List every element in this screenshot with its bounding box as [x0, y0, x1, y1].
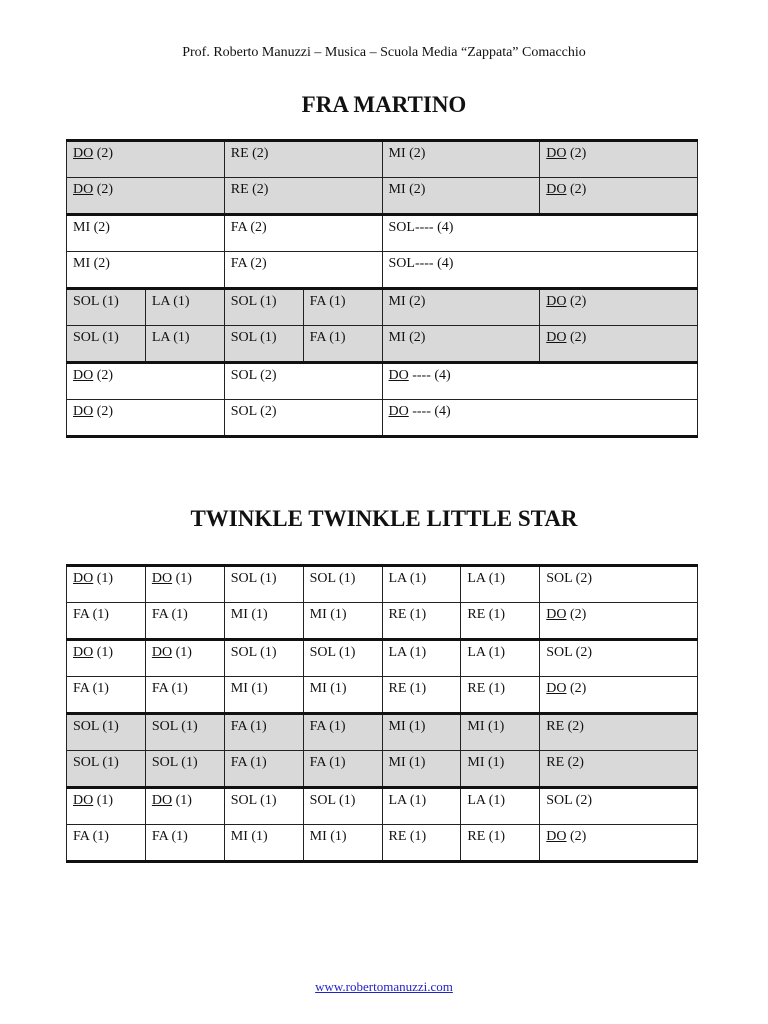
notes-row: [67, 788, 698, 825]
note-cell: [382, 566, 461, 603]
note-cell: [145, 289, 224, 326]
note-name-underlined: DO: [151, 793, 173, 808]
note-cell: [382, 825, 461, 862]
note-text: MI (2): [388, 146, 426, 161]
note-cell: [382, 178, 540, 215]
note-cell: [382, 141, 540, 178]
note-cell: [224, 751, 303, 788]
note-name-underlined: DO: [546, 294, 567, 309]
note-text: FA (1): [309, 330, 346, 345]
note-text: SOL (1): [309, 571, 356, 586]
note-cell: [224, 566, 303, 603]
note-cell: [303, 825, 382, 862]
notes-row: [67, 252, 698, 289]
note-cell: [145, 677, 224, 714]
note-cell: [382, 363, 698, 400]
note-text: SOL (1): [230, 645, 277, 660]
note-text: (1): [172, 793, 192, 808]
note-cell: [67, 289, 146, 326]
note-text: (2): [566, 607, 587, 622]
note-cell: [224, 178, 382, 215]
note-name-underlined: DO: [73, 793, 94, 808]
note-cell: [540, 825, 698, 862]
note-text: LA (1): [388, 571, 427, 586]
song-title-twinkle: TWINKLE TWINKLE LITTLE STAR: [190, 506, 578, 531]
note-text: FA (1): [151, 829, 188, 844]
notes-row: [67, 714, 698, 751]
note-cell: [67, 400, 225, 437]
note-cell: [461, 566, 540, 603]
note-text: (2): [93, 404, 114, 419]
note-text: (1): [172, 571, 192, 586]
note-cell: [145, 825, 224, 862]
note-text: FA (1): [309, 294, 346, 309]
note-text: LA (1): [467, 793, 506, 808]
note-text: MI (1): [388, 755, 426, 770]
website-link[interactable]: www.robertomanuzzi.com: [315, 979, 453, 994]
note-text: SOL (2): [546, 645, 593, 660]
note-text: (2): [93, 368, 114, 383]
note-text: RE (1): [467, 829, 506, 844]
note-cell: [224, 603, 303, 640]
note-text: SOL (2): [230, 368, 277, 383]
note-cell: [540, 603, 698, 640]
note-name-underlined: DO: [546, 681, 567, 696]
note-cell: [224, 788, 303, 825]
note-text: SOL (1): [73, 755, 119, 770]
note-cell: [224, 326, 303, 363]
fra-martino-notes-table: [66, 139, 698, 438]
note-text: MI (1): [467, 755, 505, 770]
note-text: LA (1): [388, 793, 427, 808]
note-cell: [382, 400, 698, 437]
note-text: FA (1): [73, 681, 109, 696]
note-cell: [540, 677, 698, 714]
note-cell: [382, 714, 461, 751]
page-footer: [0, 979, 768, 995]
note-text: (2): [566, 294, 587, 309]
notes-row: [67, 215, 698, 252]
song-title-fra-martino: FRA MARTINO: [301, 92, 467, 117]
note-text: MI (2): [388, 330, 426, 345]
note-name-underlined: DO: [546, 182, 567, 197]
note-cell: [67, 252, 225, 289]
notes-row: [67, 825, 698, 862]
note-text: MI (2): [388, 294, 426, 309]
notes-row: [67, 363, 698, 400]
note-text: RE (1): [467, 681, 506, 696]
note-text: SOL (2): [230, 404, 277, 419]
note-cell: [382, 289, 540, 326]
note-name-underlined: DO: [73, 645, 94, 660]
note-cell: [303, 326, 382, 363]
note-text: RE (1): [388, 607, 427, 622]
note-text: MI (1): [309, 829, 347, 844]
note-cell: [145, 640, 224, 677]
note-cell: [145, 603, 224, 640]
note-text: FA (1): [73, 829, 109, 844]
note-cell: [382, 677, 461, 714]
note-name-underlined: DO: [388, 368, 409, 383]
note-text: MI (2): [73, 220, 110, 235]
note-cell: [145, 326, 224, 363]
note-cell: [540, 289, 698, 326]
note-text: RE (1): [388, 681, 427, 696]
note-text: (2): [93, 182, 114, 197]
note-cell: [461, 825, 540, 862]
note-cell: [540, 566, 698, 603]
note-text: SOL (1): [73, 294, 119, 309]
note-name-underlined: DO: [73, 571, 94, 586]
note-name-underlined: DO: [151, 571, 173, 586]
note-text: SOL (1): [230, 793, 277, 808]
notes-row: [67, 751, 698, 788]
note-text: RE (1): [388, 829, 427, 844]
note-text: (1): [93, 645, 114, 660]
note-cell: [67, 714, 146, 751]
note-text: RE (2): [230, 146, 269, 161]
note-text: MI (1): [230, 829, 268, 844]
notes-row: [67, 677, 698, 714]
note-text: FA (1): [309, 719, 346, 734]
note-text: FA (1): [230, 755, 267, 770]
note-text: RE (2): [230, 182, 269, 197]
note-cell: [540, 714, 698, 751]
note-text: (2): [566, 330, 587, 345]
note-text: FA (2): [230, 256, 267, 271]
note-cell: [461, 677, 540, 714]
note-cell: [67, 788, 146, 825]
note-text: (2): [566, 681, 587, 696]
note-text: LA (1): [467, 571, 506, 586]
note-cell: [303, 714, 382, 751]
note-cell: [382, 788, 461, 825]
note-cell: [67, 640, 146, 677]
note-text: (2): [566, 146, 587, 161]
note-text: FA (1): [151, 607, 188, 622]
note-cell: [303, 788, 382, 825]
note-cell: [224, 215, 382, 252]
note-text: SOL (1): [73, 330, 119, 345]
note-cell: [303, 289, 382, 326]
notes-row: [67, 326, 698, 363]
notes-row: [67, 289, 698, 326]
note-cell: [303, 603, 382, 640]
note-text: (2): [566, 182, 587, 197]
note-cell: [67, 566, 146, 603]
note-cell: [67, 215, 225, 252]
note-name-underlined: DO: [73, 182, 94, 197]
note-cell: [224, 400, 382, 437]
notes-row: [67, 141, 698, 178]
note-text: SOL (1): [151, 719, 198, 734]
note-cell: [145, 751, 224, 788]
notes-row: [67, 400, 698, 437]
note-text: ---- (4): [408, 404, 451, 419]
note-text: MI (2): [388, 182, 426, 197]
note-cell: [67, 603, 146, 640]
note-text: (2): [93, 146, 114, 161]
notes-row: [67, 566, 698, 603]
note-cell: [540, 141, 698, 178]
note-cell: [224, 640, 303, 677]
note-text: SOL---- (4): [388, 220, 454, 235]
note-text: MI (1): [388, 719, 426, 734]
note-cell: [303, 566, 382, 603]
note-cell: [145, 788, 224, 825]
note-text: MI (1): [230, 607, 268, 622]
note-cell: [224, 363, 382, 400]
note-text: SOL (2): [546, 793, 593, 808]
note-cell: [382, 326, 540, 363]
note-cell: [67, 178, 225, 215]
note-text: FA (1): [230, 719, 267, 734]
note-text: SOL (2): [546, 571, 593, 586]
note-name-underlined: DO: [151, 645, 173, 660]
note-cell: [224, 252, 382, 289]
note-text: SOL---- (4): [388, 256, 454, 271]
note-cell: [145, 566, 224, 603]
note-text: RE (2): [546, 719, 584, 734]
note-cell: [540, 788, 698, 825]
note-text: MI (1): [467, 719, 505, 734]
note-name-underlined: DO: [73, 146, 94, 161]
note-text: FA (1): [73, 607, 109, 622]
note-cell: [382, 603, 461, 640]
note-text: SOL (1): [73, 719, 119, 734]
note-cell: [461, 603, 540, 640]
note-cell: [67, 751, 146, 788]
note-text: FA (1): [151, 681, 188, 696]
page-header: Prof. Roberto Manuzzi – Musica – Scuola Media “Zappata” Comacchio: [182, 45, 586, 60]
note-cell: [145, 714, 224, 751]
note-text: RE (1): [467, 607, 506, 622]
note-cell: [224, 289, 303, 326]
note-text: ---- (4): [408, 368, 451, 383]
note-cell: [382, 215, 698, 252]
note-text: SOL (1): [230, 294, 277, 309]
note-text: (1): [93, 793, 114, 808]
note-cell: [461, 640, 540, 677]
note-cell: [67, 677, 146, 714]
notes-row: [67, 640, 698, 677]
note-name-underlined: DO: [546, 607, 567, 622]
note-name-underlined: DO: [388, 404, 409, 419]
note-name-underlined: DO: [546, 330, 567, 345]
note-text: (2): [566, 829, 587, 844]
note-cell: [382, 640, 461, 677]
note-text: (1): [172, 645, 192, 660]
note-cell: [382, 252, 698, 289]
note-cell: [540, 751, 698, 788]
note-cell: [303, 751, 382, 788]
note-text: FA (2): [230, 220, 267, 235]
note-cell: [67, 825, 146, 862]
note-cell: [224, 714, 303, 751]
note-text: (1): [93, 571, 114, 586]
notes-row: [67, 178, 698, 215]
note-text: SOL (1): [151, 755, 198, 770]
twinkle-notes-table: [66, 564, 698, 863]
note-cell: [540, 326, 698, 363]
note-text: MI (1): [309, 607, 347, 622]
note-cell: [540, 640, 698, 677]
note-cell: [461, 788, 540, 825]
note-cell: [67, 326, 146, 363]
note-name-underlined: DO: [546, 829, 567, 844]
note-cell: [224, 825, 303, 862]
note-text: LA (1): [151, 294, 190, 309]
note-cell: [303, 677, 382, 714]
note-text: RE (2): [546, 755, 584, 770]
note-cell: [224, 141, 382, 178]
note-text: SOL (1): [309, 793, 356, 808]
note-text: MI (1): [309, 681, 347, 696]
note-text: FA (1): [309, 755, 346, 770]
note-cell: [540, 178, 698, 215]
note-text: MI (2): [73, 256, 110, 271]
note-cell: [67, 141, 225, 178]
note-name-underlined: DO: [73, 404, 94, 419]
note-cell: [224, 677, 303, 714]
note-cell: [382, 751, 461, 788]
note-text: SOL (1): [230, 571, 277, 586]
note-text: SOL (1): [309, 645, 356, 660]
note-text: LA (1): [467, 645, 506, 660]
note-cell: [67, 363, 225, 400]
note-name-underlined: DO: [546, 146, 567, 161]
note-cell: [461, 714, 540, 751]
note-text: LA (1): [151, 330, 190, 345]
note-name-underlined: DO: [73, 368, 94, 383]
note-cell: [303, 640, 382, 677]
note-cell: [461, 751, 540, 788]
note-text: LA (1): [388, 645, 427, 660]
note-text: SOL (1): [230, 330, 277, 345]
note-text: MI (1): [230, 681, 268, 696]
notes-row: [67, 603, 698, 640]
